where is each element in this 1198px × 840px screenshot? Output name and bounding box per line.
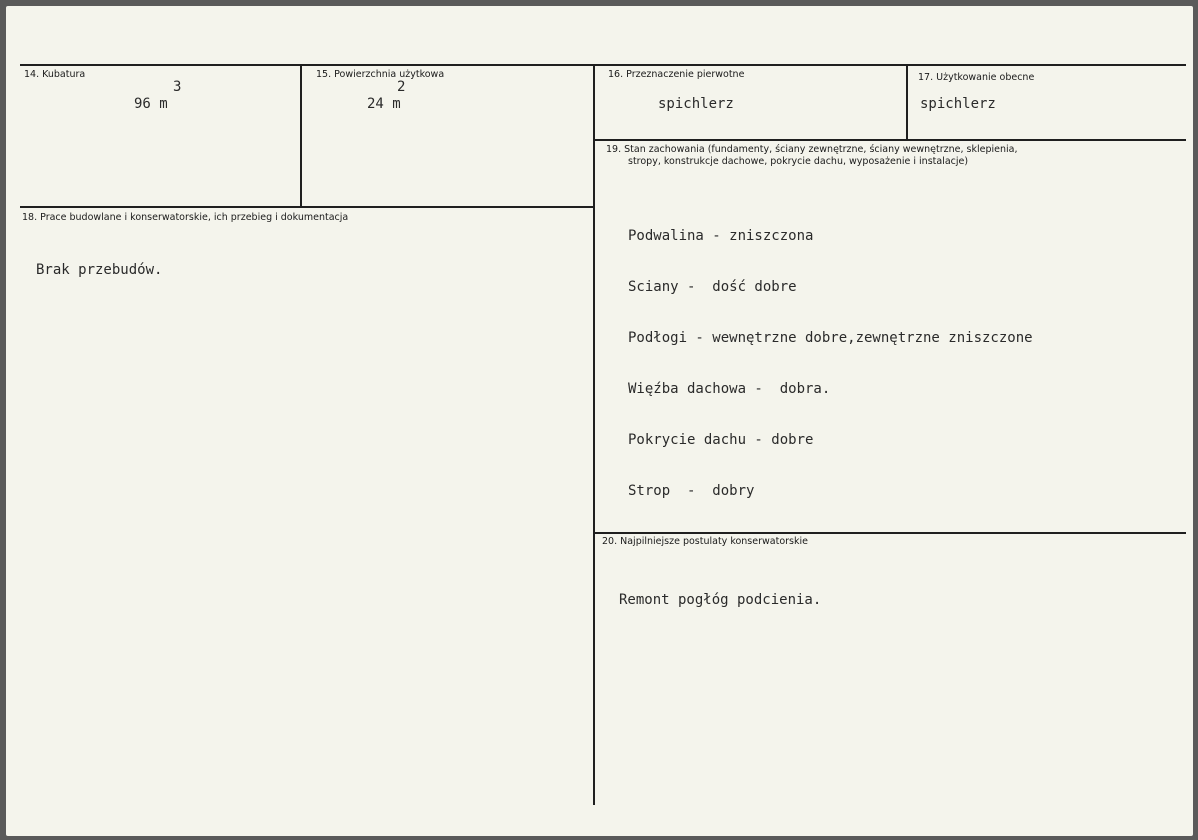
uzytkowanie-value: spichlerz (920, 96, 996, 112)
stan-lines (628, 194, 1033, 534)
rule-below-16-17 (594, 139, 1186, 141)
uzytkowanie-label: 17. Użytkowanie obecne (918, 72, 1035, 83)
postulaty-value: Remont pogłóg podcienia. (619, 592, 822, 608)
stan-line: Więźba dachowa - dobra. (628, 381, 831, 397)
stan-label-line2: stropy, konstrukcje dachowe, pokrycie dachu, wyposażenie i instalacje) (628, 156, 969, 167)
postulaty-label: 20. Najpilniejsze postulaty konserwatorskie (602, 536, 808, 547)
powierzchnia-label: 15. Powierzchnia użytkowa (316, 69, 445, 80)
przeznaczenie-label: 16. Przeznaczenie pierwotne (608, 69, 745, 80)
przeznaczenie-value: spichlerz (658, 96, 734, 112)
stan-line: Podwalina - zniszczona (628, 228, 814, 244)
divider-14-15 (300, 65, 302, 207)
divider-16-17 (906, 65, 908, 139)
kubatura-value: 96 m (134, 96, 168, 112)
kubatura-label: 14. Kubatura (24, 69, 86, 80)
powierzchnia-exponent: 2 (397, 79, 406, 95)
stan-line: Pokrycie dachu - dobre (628, 432, 814, 448)
divider-main (593, 65, 595, 805)
record-card (6, 6, 1193, 836)
top-rule (20, 64, 1186, 66)
powierzchnia-value: 24 m (367, 96, 401, 112)
prace-value: Brak przebudów. (36, 262, 163, 278)
prace-label: 18. Prace budowlane i konserwatorskie, ich przebieg i dokumentacja (22, 212, 349, 223)
stan-line: Podłogi - wewnętrzne dobre,zewnętrzne zniszczone (628, 330, 1033, 346)
stan-line: Strop - dobry (628, 483, 755, 499)
stan-line: Sciany - dość dobre (628, 279, 797, 295)
kubatura-exponent: 3 (173, 79, 182, 95)
stan-label-line1: 19. Stan zachowania (fundamenty, ściany zewnętrzne, ściany wewnętrzne, sklepienia, (606, 144, 1018, 155)
rule-below-14-15 (20, 206, 594, 208)
